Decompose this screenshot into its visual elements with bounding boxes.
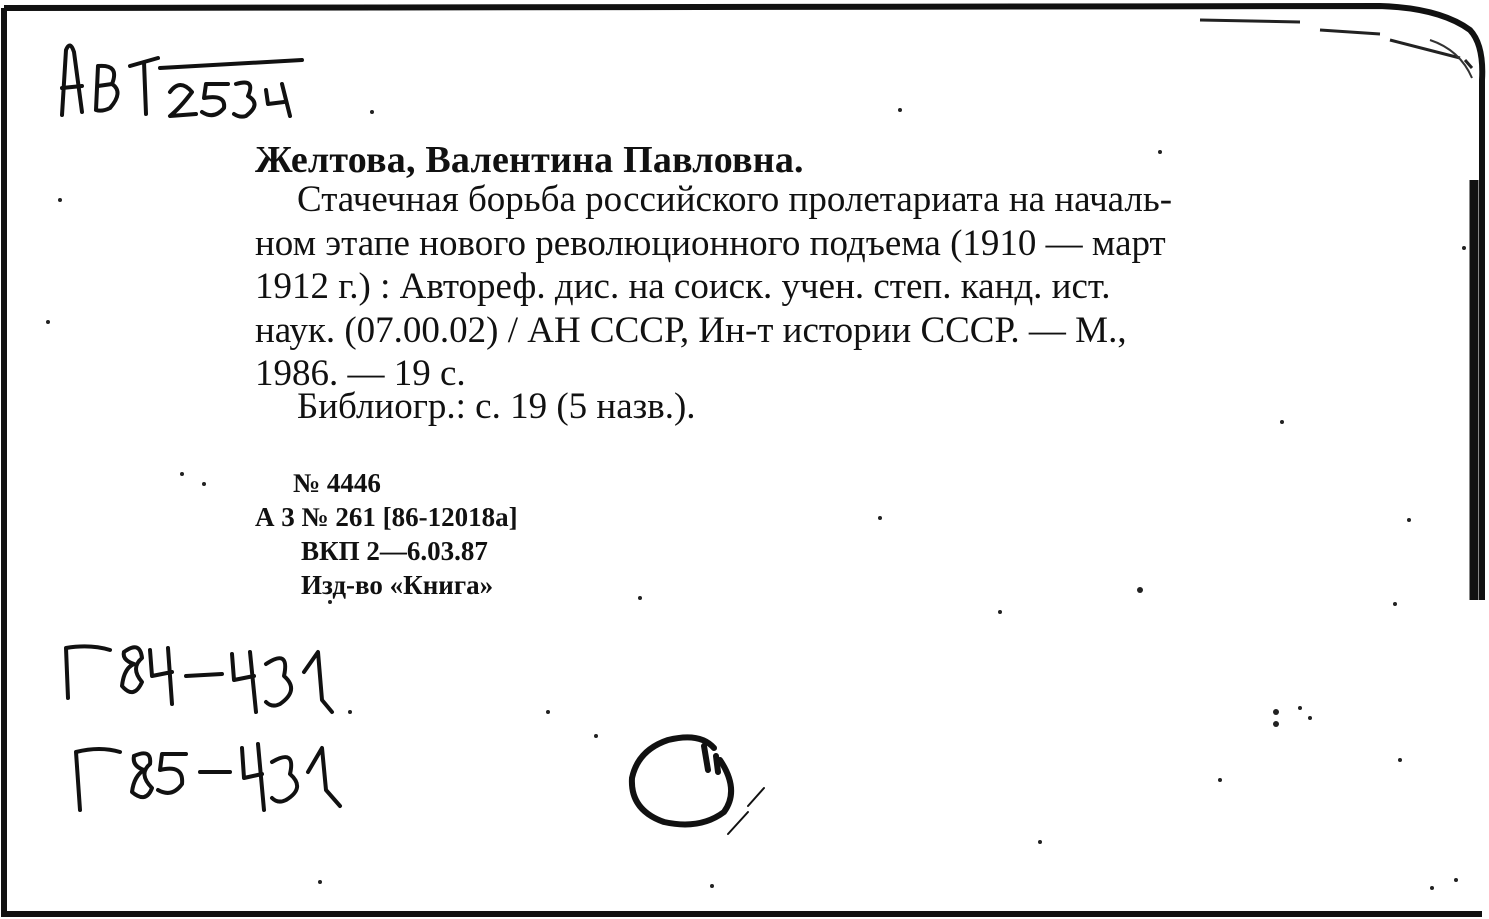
description-line: Стачечная борьба российского пролетариата на началь- <box>297 179 1173 220</box>
description-line: 1912 г.) : Автореф. дис. на соиск. учен. степ. канд. ист. <box>255 266 1111 307</box>
description-line: 1986. — 19 с. <box>255 353 466 394</box>
registry-number: А 3 № 261 [86-12018а] <box>255 502 518 532</box>
stamp-mark <box>632 737 764 834</box>
bibliography-note: Библиогр.: с. 19 (5 назв.). <box>297 386 696 427</box>
card-number: № 4446 <box>293 468 381 498</box>
description-line: наук. (07.00.02) / АН СССР, Ин-т истории СССР. — М., <box>255 309 1127 351</box>
vkp-line: ВКП 2—6.03.87 <box>301 536 488 566</box>
description-line: ном этапе нового революционного подъема (1910 — март <box>255 222 1166 264</box>
description <box>255 178 1430 396</box>
imprint-block <box>255 466 518 602</box>
author-heading: Желтова, Валентина Павловна. <box>255 139 804 181</box>
publisher-line: Изд-во «Книга» <box>301 570 494 600</box>
